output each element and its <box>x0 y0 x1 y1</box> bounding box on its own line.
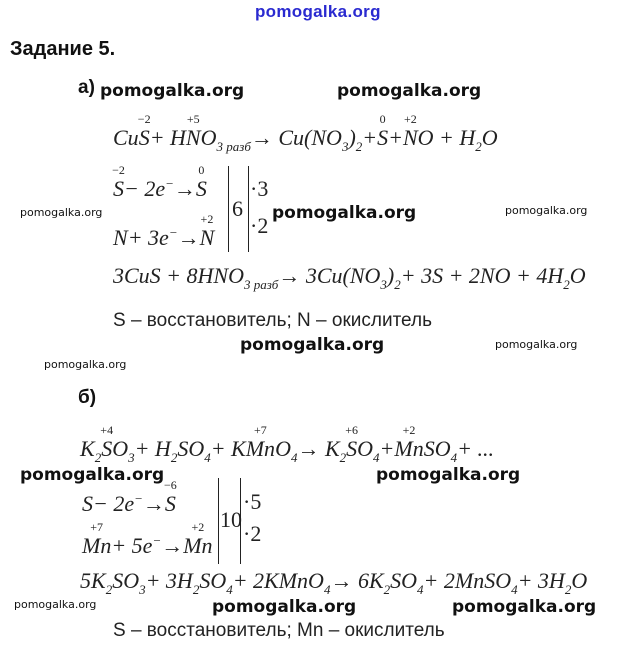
formula-term: → <box>173 176 196 201</box>
watermark: pomogalka.org <box>20 465 165 485</box>
subscript: 2 <box>563 277 570 292</box>
watermark: pomogalka.org <box>100 81 245 101</box>
formula-term: + 3S + 2NO + 4H <box>400 263 564 288</box>
coefficient: ·5 <box>243 489 262 514</box>
formula-term: → <box>177 225 200 250</box>
subscript: 4 <box>204 450 211 465</box>
watermark: pomogalka.org <box>376 465 521 485</box>
formula-term: Mn +2 <box>183 520 213 558</box>
formula-term: S −2 <box>137 112 151 150</box>
coefficient: ·2 <box>250 213 269 238</box>
formula-term: K <box>80 436 95 461</box>
formula-term: + 3H <box>517 568 565 593</box>
formula-term: S <box>82 491 93 516</box>
watermark-header[interactable]: pomogalka.org <box>255 2 381 21</box>
subscript: 2 <box>564 582 572 597</box>
electron-lcm: 10 <box>220 507 242 532</box>
formula-term: − 2e <box>124 176 166 201</box>
subscript: 4 <box>373 450 380 465</box>
subscript: 3 разб <box>216 139 251 154</box>
superscript: − <box>168 225 178 240</box>
oxidation-state: +7 <box>90 520 104 534</box>
formula-term: O <box>275 436 291 461</box>
formula-term: → <box>142 491 165 516</box>
divider-line <box>218 478 219 564</box>
oxidation-state: +4 <box>100 423 114 437</box>
watermark: pomogalka.org <box>452 597 597 617</box>
oxidation-state: +2 <box>200 212 214 226</box>
formula-term: + 5e <box>111 533 153 558</box>
formula-term: S −2 <box>112 163 125 201</box>
formula-term: Mn +7 <box>245 423 276 461</box>
oxidation-state: 0 <box>379 112 386 126</box>
oxidation-state: +5 <box>186 112 200 126</box>
oxidation-state: 0 <box>198 163 205 177</box>
watermark: pomogalka.org <box>272 203 417 223</box>
formula-term: O <box>200 125 217 150</box>
formula-term: + H <box>149 125 186 150</box>
formula-term: 5K <box>80 568 106 593</box>
watermark: pomogalka.org <box>337 81 482 101</box>
formula-term: → 6K <box>330 568 384 593</box>
formula-term: S 0 <box>195 163 207 201</box>
formula-term: O + H <box>417 125 476 150</box>
subscript: 4 <box>511 582 518 597</box>
superscript: − <box>152 533 162 548</box>
half-reaction-a-oxidation <box>112 163 207 201</box>
formula-term: + 3H <box>145 568 193 593</box>
oxidation-state: +7 <box>254 423 267 437</box>
formula-term: + <box>379 436 395 461</box>
formula-term: → Cu(NO <box>250 125 342 150</box>
formula-term: Mn +7 <box>82 520 112 558</box>
formula-term: ) <box>348 125 356 150</box>
formula-term: + 2KMnO <box>232 568 324 593</box>
formula-term: + 3e <box>127 225 169 250</box>
subscript: 2 <box>94 450 102 465</box>
watermark: pomogalka.org <box>240 335 385 355</box>
watermark: pomogalka.org <box>505 204 588 217</box>
divider-line <box>248 166 249 252</box>
oxidation-state: −2 <box>112 163 125 177</box>
formula-term: O <box>481 125 498 150</box>
formula-term: O <box>357 436 374 461</box>
formula-term: N +5 <box>185 112 201 150</box>
half-reaction-b-reduction <box>82 520 213 558</box>
subscript: 2 <box>475 139 482 154</box>
formula-term: SO <box>177 436 205 461</box>
subscript: 2 <box>105 582 113 597</box>
coefficient: ·2 <box>243 521 262 546</box>
formula-term: O <box>571 568 588 593</box>
oxidation-state: +6 <box>345 423 359 437</box>
coefficient: ·3 <box>250 176 269 201</box>
superscript: − <box>134 491 143 506</box>
oxidation-state: −2 <box>137 112 151 126</box>
subscript: 2 <box>383 582 391 597</box>
equation-b-balanced <box>80 568 588 597</box>
formula-term: SO <box>112 568 140 593</box>
formula-term: N <box>113 225 128 250</box>
formula-term: → <box>161 533 184 558</box>
formula-term: → K <box>297 436 340 461</box>
equation-b-unbalanced <box>80 423 494 465</box>
subscript: 4 <box>226 582 233 597</box>
formula-term: + ... <box>457 436 494 461</box>
subscript: 4 <box>323 582 331 597</box>
subscript: 4 <box>290 450 298 465</box>
formula-term: 3CuS + 8HNO <box>113 263 244 288</box>
formula-term: + H <box>134 436 171 461</box>
watermark: pomogalka.org <box>20 206 103 219</box>
subscript: 2 <box>355 139 363 154</box>
subscript: 3 разб <box>243 277 279 292</box>
formula-term: + 2MnSO <box>423 568 512 593</box>
watermark: pomogalka.org <box>495 338 578 351</box>
formula-term: S −6 <box>164 478 177 516</box>
subscript: 4 <box>417 582 424 597</box>
formula-term: S +4 <box>100 423 114 461</box>
watermark: pomogalka.org <box>14 598 97 611</box>
subscript: 2 <box>170 450 178 465</box>
equation-a-balanced <box>113 263 586 292</box>
part-a-label: а) <box>78 77 95 98</box>
superscript: − <box>165 176 174 191</box>
subscript: 3 <box>139 582 146 597</box>
formula-term: Cu <box>113 125 139 150</box>
oxidation-state: +2 <box>403 112 417 126</box>
formula-term: SO <box>390 568 418 593</box>
formula-term: S +6 <box>345 423 359 461</box>
watermark: pomogalka.org <box>212 597 357 617</box>
conclusion-b: S – восстановитель; Mn – окислитель <box>113 620 445 641</box>
formula-term: N +2 <box>402 112 418 150</box>
formula-term: O <box>569 263 586 288</box>
watermark: pomogalka.org <box>44 358 127 371</box>
divider-line <box>228 166 229 252</box>
half-reaction-b-oxidation <box>82 478 177 516</box>
equation-a-unbalanced <box>113 112 498 154</box>
formula-term: → 3Cu(NO <box>278 263 381 288</box>
formula-term: SO <box>199 568 227 593</box>
formula-term: O <box>112 436 129 461</box>
electron-lcm: 6 <box>232 196 243 221</box>
oxidation-state: +2 <box>191 520 205 534</box>
formula-term: ) <box>386 263 395 288</box>
part-b-label: б) <box>78 387 97 408</box>
oxidation-state: +2 <box>402 423 416 437</box>
subscript: 2 <box>192 582 200 597</box>
subscript: 3 <box>380 277 387 292</box>
formula-term: + K <box>210 436 246 461</box>
formula-term: + <box>362 125 378 150</box>
subscript: 3 <box>341 139 349 154</box>
formula-term: SO <box>423 436 451 461</box>
formula-term: − 2e <box>93 491 135 516</box>
subscript: 4 <box>450 450 458 465</box>
conclusion-a: S – восстановитель; N – окислитель <box>113 310 432 331</box>
formula-term: Mn +2 <box>394 423 424 461</box>
subscript: 3 <box>128 450 135 465</box>
formula-term: N +2 <box>199 212 215 250</box>
subscript: 2 <box>339 450 347 465</box>
subscript: 2 <box>394 277 401 292</box>
oxidation-state: −6 <box>164 478 177 492</box>
half-reaction-a-reduction <box>113 212 215 250</box>
task-title: Задание 5. <box>10 38 116 60</box>
formula-term: + <box>388 125 403 150</box>
formula-term: S 0 <box>377 112 389 150</box>
